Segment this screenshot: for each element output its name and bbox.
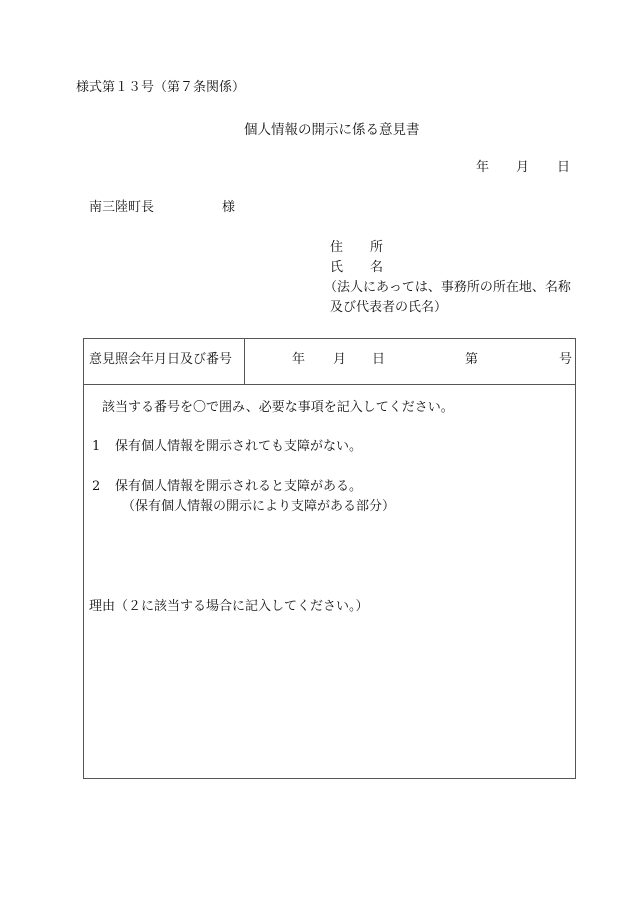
option1-text: 保有個人情報を開示されても支障がない。 [115,439,363,454]
form-number: 様式第１３号（第７条関係） [76,80,246,95]
date-month: 月 [516,160,530,175]
option2-subnote: （保有個人情報の開示により支障がある部分） [122,499,396,514]
corporate-note-line1: （法人にあっては、事務所の所在地、名称 [324,280,571,295]
address-label-1: 住 [330,240,344,255]
option2-text: 保有個人情報を開示されると支障がある。 [115,479,363,494]
name-label-2: 名 [370,260,384,275]
inquiry-go: 号 [559,352,573,367]
option2-number: 2 [92,479,101,494]
option1-number: 1 [92,439,101,454]
addressee-name: 南三陸町長 [89,200,155,215]
corporate-note-line2: 及び代表者の氏名） [330,300,448,315]
name-label-1: 氏 [330,260,344,275]
address-label-2: 所 [370,240,384,255]
inquiry-header-label: 意見照会年月日及び番号 [89,352,233,367]
reason-label: 理由（２に該当する場合に記入してください。） [89,599,369,614]
inquiry-month: 月 [333,352,347,367]
date-year: 年 [476,160,490,175]
date-day: 日 [557,160,571,175]
instruction-text: 該当する番号を〇で囲み、必要な事項を記入してください。 [102,400,454,415]
inquiry-dai: 第 [465,352,479,367]
document-title: 個人情報の開示に係る意見書 [244,122,420,138]
inquiry-day: 日 [372,352,386,367]
addressee-honorific: 様 [222,200,236,215]
column-divider [244,339,245,384]
inquiry-year: 年 [292,352,306,367]
row-divider [84,384,575,385]
